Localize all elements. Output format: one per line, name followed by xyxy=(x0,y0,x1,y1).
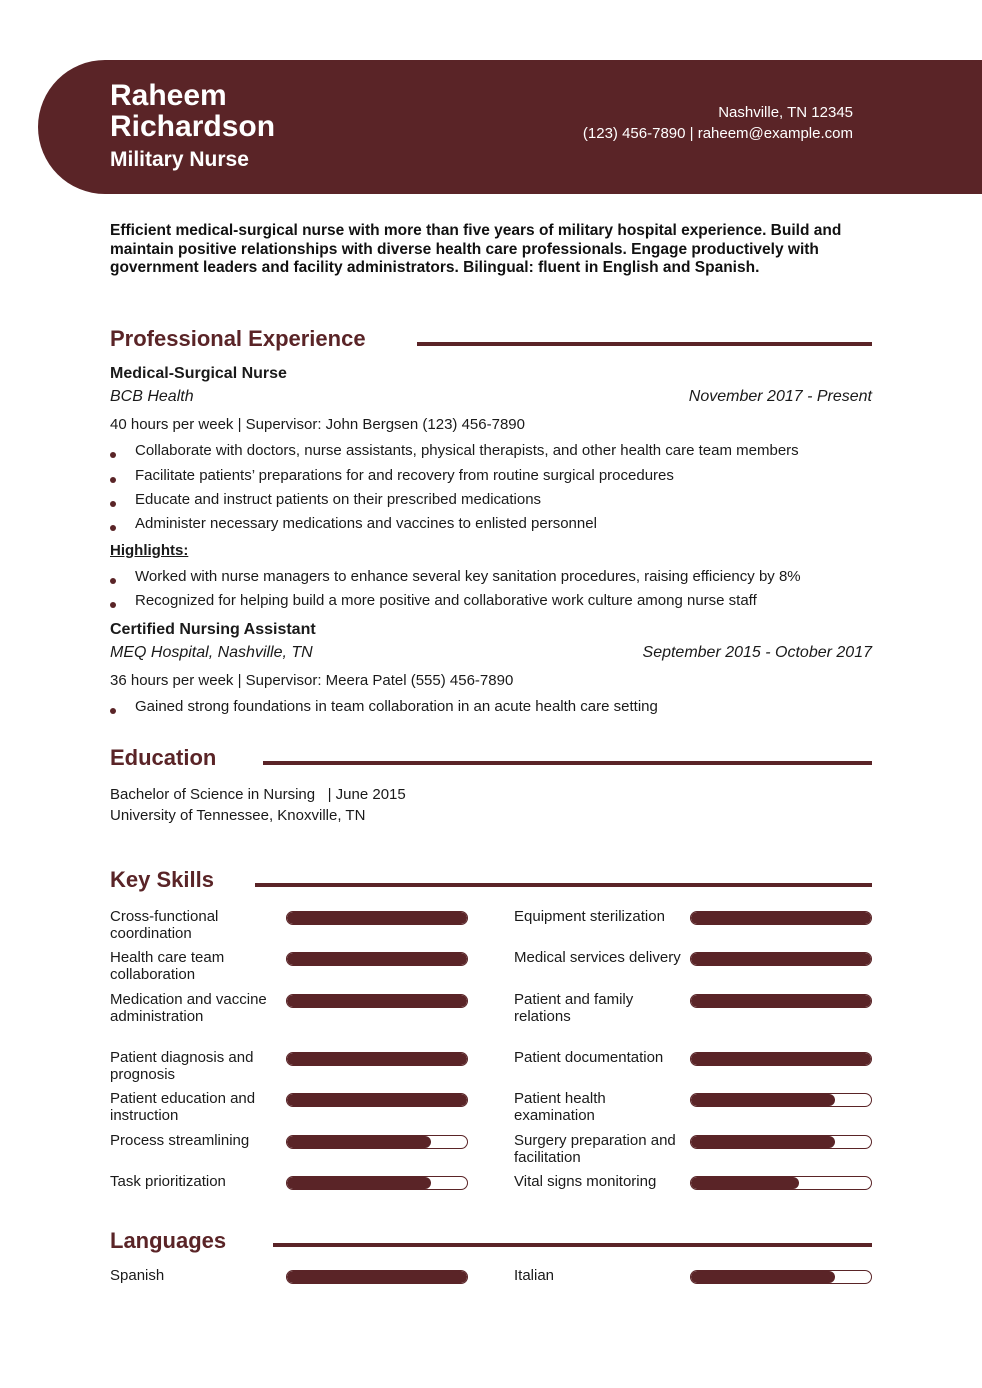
job-bullet: Gained strong foundations in team collaboration in an acute health care setting xyxy=(135,698,658,715)
first-name: Raheem xyxy=(110,79,227,112)
skill-level-bar xyxy=(690,952,872,966)
highlight-bullet: Recognized for helping build a more positive and collaborative work culture among nurse staff xyxy=(135,592,757,609)
skill-level-bar xyxy=(690,1093,872,1107)
skill-name: Patient documentation xyxy=(514,1049,664,1066)
skill-level-fill xyxy=(691,1136,835,1148)
skill-name: Patient diagnosis and prognosis xyxy=(110,1049,254,1083)
job-employer: MEQ Hospital, Nashville, TN xyxy=(110,644,313,661)
skill-level-bar xyxy=(690,994,872,1008)
skill-level-fill xyxy=(287,995,467,1007)
skill-level-fill xyxy=(287,1177,431,1189)
skill-name: Patient and family relations xyxy=(514,991,634,1025)
language-name: Italian xyxy=(514,1267,555,1284)
skill-level-fill xyxy=(287,1053,467,1065)
section-title-experience: Professional Experience xyxy=(110,326,366,351)
skill-level-fill xyxy=(691,1053,871,1065)
last-name: Richardson xyxy=(110,110,276,143)
section-divider xyxy=(263,761,872,765)
skill-level-bar xyxy=(286,1093,468,1107)
contact-phone-email: (123) 456-7890 | raheem@example.com xyxy=(582,125,853,142)
education-school: University of Tennessee, Knoxville, TN xyxy=(110,807,366,824)
skill-name: Patient education and instruction xyxy=(110,1090,256,1124)
job-dates: September 2015 - October 2017 xyxy=(642,644,872,661)
skill-level-bar xyxy=(690,1176,872,1190)
language-level-bar xyxy=(690,1270,872,1284)
bullet-icon xyxy=(110,525,116,531)
job-employer: BCB Health xyxy=(110,388,194,405)
contact-location: Nashville, TN 12345 xyxy=(718,104,853,121)
skill-name: Task prioritization xyxy=(110,1173,226,1190)
skill-level-fill xyxy=(287,1136,431,1148)
skill-name: Medical services delivery xyxy=(514,949,681,966)
skill-level-bar xyxy=(286,994,468,1008)
language-level-bar xyxy=(286,1270,468,1284)
section-divider xyxy=(417,342,872,346)
section-divider xyxy=(273,1243,872,1247)
bullet-icon xyxy=(110,477,116,483)
skill-level-bar xyxy=(286,1052,468,1066)
skill-name: Health care team collaboration xyxy=(110,949,225,983)
skill-name: Vital signs monitoring xyxy=(514,1173,657,1190)
skill-level-fill xyxy=(691,995,871,1007)
job-bullet: Facilitate patients’ preparations for and recovery from routine surgical procedures xyxy=(135,467,674,484)
job-dates: November 2017 - Present xyxy=(688,388,872,405)
skill-name: Patient health examination xyxy=(514,1090,606,1124)
skill-name: Equipment sterilization xyxy=(514,908,665,925)
skill-name: Surgery preparation and facilitation xyxy=(514,1132,676,1166)
skill-level-fill xyxy=(691,912,871,924)
bullet-icon xyxy=(110,708,116,714)
job-bullet: Administer necessary medications and vaccines to enlisted personnel xyxy=(135,515,597,532)
candidate-name xyxy=(110,80,410,142)
language-level-fill xyxy=(691,1271,835,1283)
skill-level-fill xyxy=(691,1177,799,1189)
bullet-icon xyxy=(110,578,116,584)
language-level-fill xyxy=(287,1271,467,1283)
skill-name: Medication and vaccine administration xyxy=(110,991,267,1025)
skill-name: Process streamlining xyxy=(110,1132,250,1149)
job-bullet: Educate and instruct patients on their prescribed medications xyxy=(135,491,542,508)
skill-level-fill xyxy=(691,1094,835,1106)
highlight-bullet: Worked with nurse managers to enhance several key sanitation procedures, raising efficiency by 8% xyxy=(135,568,801,585)
skill-level-bar xyxy=(690,911,872,925)
language-name: Spanish xyxy=(110,1267,165,1284)
section-title-skills: Key Skills xyxy=(110,867,214,892)
job-title: Medical-Surgical Nurse xyxy=(110,365,287,382)
bullet-icon xyxy=(110,452,116,458)
bullet-icon xyxy=(110,501,116,507)
skill-level-bar xyxy=(690,1135,872,1149)
skill-level-bar xyxy=(286,1176,468,1190)
section-divider xyxy=(255,883,872,887)
section-title-languages: Languages xyxy=(110,1228,227,1253)
skill-level-fill xyxy=(287,953,467,965)
job-details: 36 hours per week | Supervisor: Meera Patel (555) 456-7890 xyxy=(110,672,514,689)
job-bullet: Collaborate with doctors, nurse assistants, physical therapists, and other health care team members xyxy=(135,442,799,459)
highlights-label: Highlights: xyxy=(110,542,189,559)
skill-level-fill xyxy=(691,953,871,965)
candidate-job-title: Military Nurse xyxy=(110,148,249,171)
skill-level-fill xyxy=(287,1094,467,1106)
skill-level-bar xyxy=(286,911,468,925)
job-title: Certified Nursing Assistant xyxy=(110,621,316,638)
skill-level-bar xyxy=(286,1135,468,1149)
summary: Efficient medical-surgical nurse with more than five years of military hospital experience. Build and maintain positive relationships with diverse health care professionals. Engage productively with government leaders and facility administrators. Bilingual: fluent in English and Spanish. xyxy=(110,222,842,276)
skill-name: Cross-functional coordination xyxy=(110,908,219,942)
education-degree: Bachelor of Science in Nursing | June 2015 xyxy=(110,786,406,803)
section-title-education: Education xyxy=(110,745,217,770)
bullet-icon xyxy=(110,602,116,608)
job-details: 40 hours per week | Supervisor: John Bergsen (123) 456-7890 xyxy=(110,416,525,433)
skill-level-bar xyxy=(690,1052,872,1066)
skill-level-fill xyxy=(287,912,467,924)
skill-level-bar xyxy=(286,952,468,966)
